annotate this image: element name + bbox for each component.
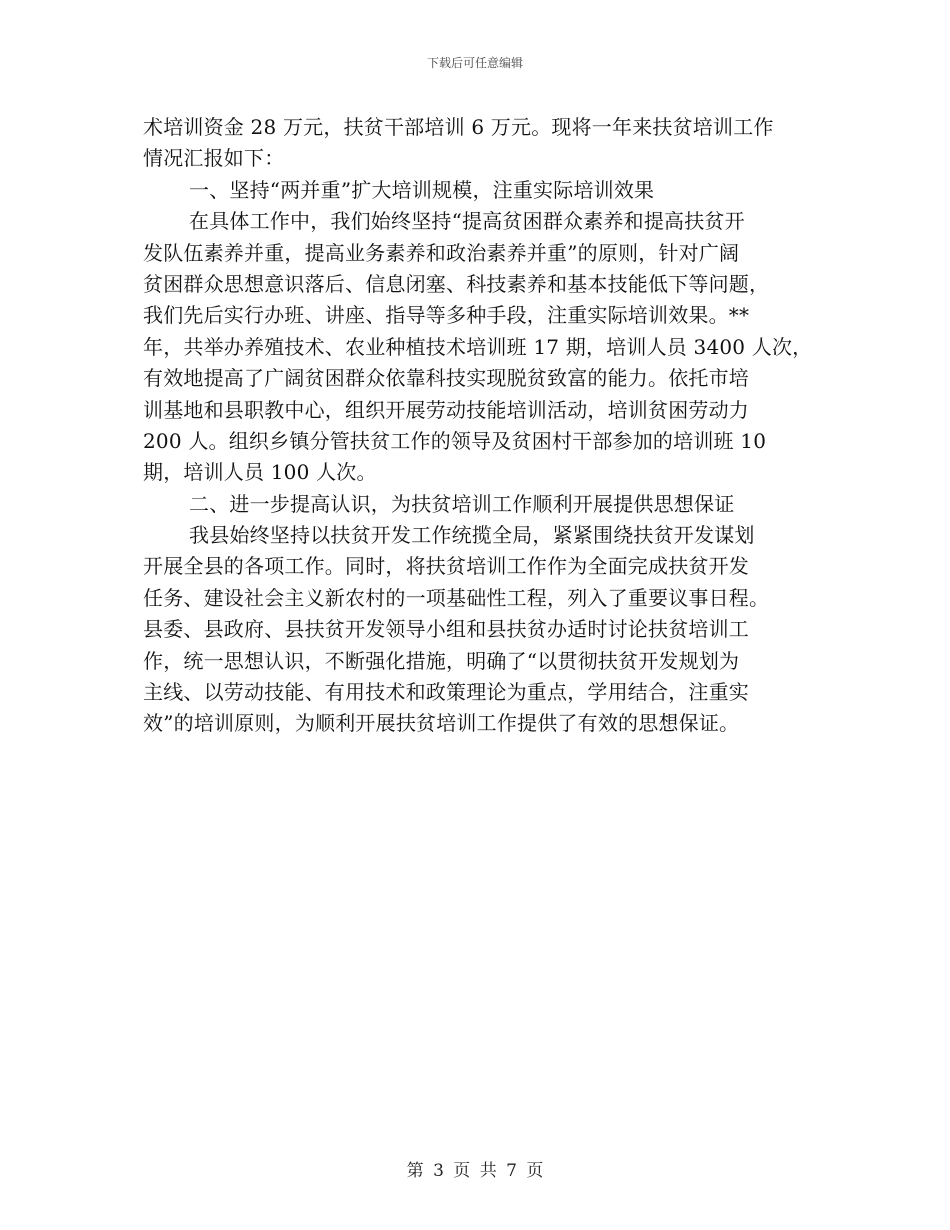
text-line: 术培训资金 28 万元，扶贫干部培训 6 万元。现将一年来扶贫培训工作 xyxy=(143,115,774,139)
page-number-footer: 第 3 页 共 7 页 xyxy=(406,1161,544,1181)
text-line: 效”的培训原则，为顺利开展扶贫培训工作提供了有效的思想保证。 xyxy=(143,711,740,736)
text-line: 训基地和县职教中心，组织开展劳动技能培训活动，培训贫困劳动力 xyxy=(143,397,749,422)
text-line: 期，培训人员 100 人次。 xyxy=(143,460,377,485)
text-line: 有效地提高了广阔贫困群众依靠科技实现脱贫致富的能力。依托市培 xyxy=(143,366,749,391)
document-body xyxy=(143,112,813,740)
section-heading-2: 二、进一步提高认识，为扶贫培训工作顺利开展提供思想保证 xyxy=(189,491,735,516)
text-line: 情况汇报如下： xyxy=(143,146,285,171)
text-line: 贫困群众思想意识落后、信息闭塞、科技素养和基本技能低下等问题， xyxy=(143,271,770,296)
text-line: 我们先后实行办班、讲座、指导等多种手段，注重实际培训效果。** xyxy=(143,303,750,328)
paragraph-start-line: 我县始终坚持以扶贫开发工作统揽全局，紧紧围绕扶贫开发谋划 xyxy=(189,523,755,548)
text-line: 200 人。组织乡镇分管扶贫工作的领导及贫困村干部参加的培训班 10 xyxy=(143,428,767,453)
text-line: 年，共举办养殖技术、农业种植技术培训班 17 期，培训人员 3400 人次， xyxy=(143,334,813,359)
text-line: 发队伍素养并重，提高业务素养和政治素养并重”的原则，针对广阔 xyxy=(143,240,740,265)
text-line: 任务、建设社会主义新农村的一项基础性工程，列入了重要议事日程。 xyxy=(143,585,770,610)
text-line: 作，统一思想认识，不断强化措施，明确了“以贯彻扶贫开发规划为 xyxy=(143,648,740,673)
text-line: 开展全县的各项工作。同时，将扶贫培训工作作为全面完成扶贫开发 xyxy=(143,554,749,579)
paragraph-start-line: 在具体工作中，我们始终坚持“提高贫困群众素养和提高扶贫开 xyxy=(189,209,745,234)
page-header: 下载后可任意编辑 xyxy=(426,56,523,70)
section-heading-1: 一、坚持“两并重”扩大培训规模，注重实际培训效果 xyxy=(189,177,655,202)
text-line: 主线、以劳动技能、有用技术和政策理论为重点，学用结合，注重实 xyxy=(143,680,749,705)
text-line: 县委、县政府、县扶贫开发领导小组和县扶贫办适时讨论扶贫培训工 xyxy=(143,617,749,642)
